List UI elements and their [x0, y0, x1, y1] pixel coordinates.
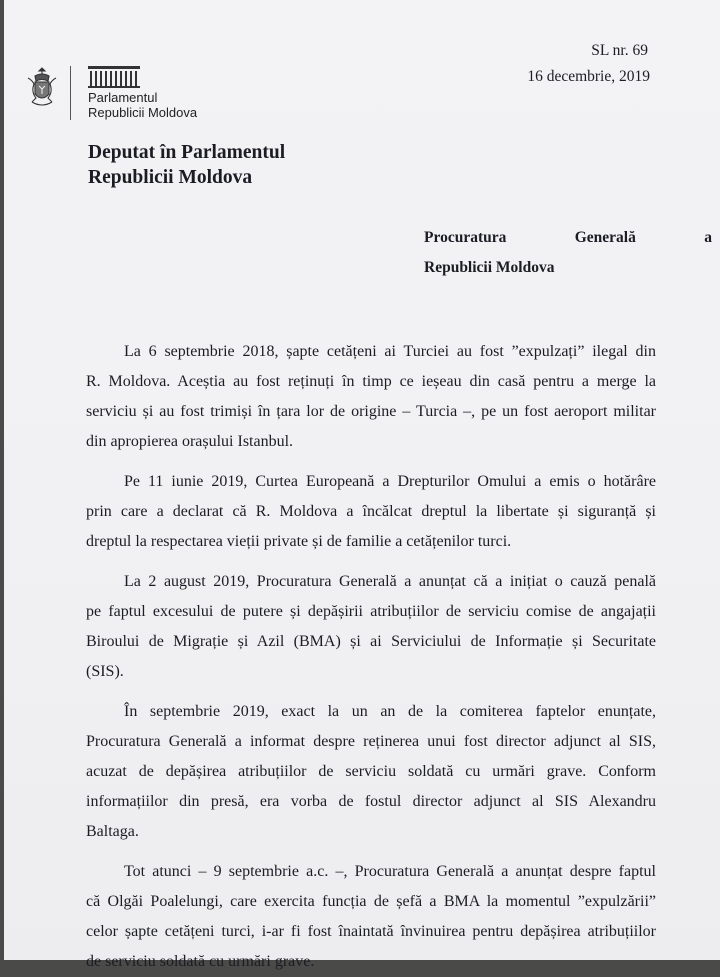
paragraph-line: La 6 septembrie 2018, șapte cetățeni ai Turciei au fost ”expulzați” ilegal din [124, 343, 656, 360]
recipient-line2: Republicii Moldova [424, 259, 555, 276]
parliament-building-icon [88, 66, 140, 88]
paragraph-gap [86, 847, 656, 857]
sender-block [88, 140, 285, 190]
paragraph-line: În septembrie 2019, exact la un an de la comiterea faptelor enunțate, [124, 703, 656, 720]
paragraph-line: pe faptul excesului de putere și depășirii atribuțiilor de serviciu comise de angajații [86, 603, 656, 620]
paragraph-line: La 2 august 2019, Procuratura Generală a anunțat că a inițiat o cauză penală [124, 573, 656, 590]
letter-page [4, 0, 720, 970]
paragraph-gap [86, 457, 656, 467]
letter-date: 16 decembrie, 2019 [527, 68, 650, 85]
reference-number: SL nr. 69 [591, 42, 648, 59]
recipient-word2: Generală [574, 229, 636, 246]
recipient-line1 [424, 223, 712, 253]
paragraph-line: din apropierea orașului Istanbul. [86, 433, 294, 450]
recipient-word1: Procuratura [424, 229, 507, 246]
paragraph-line: (SIS). [86, 663, 124, 680]
paragraph-line: Pe 11 iunie 2019, Curtea Europeană a Drepturilor Omului a emis o hotărâre [124, 473, 656, 490]
recipient-word3: a [704, 229, 712, 246]
paragraph-line: R. Moldova. Aceștia au fost reținuți în timp ce ieșeau din casă pentru a merge la [86, 373, 656, 390]
paragraph [86, 697, 656, 847]
logo-line2: Republicii Moldova [88, 105, 198, 120]
paragraph-line: Tot atunci – 9 septembrie a.c. –, Procuratura Generală a anunțat despre faptul [124, 863, 656, 880]
paragraph [86, 857, 656, 977]
paragraph-line: celor șapte cetățeni turci, i-ar fi fost înaintată învinuirea pentru depășirea atribuțiilor [86, 923, 656, 940]
paragraph-line: informațiilor din presă, era vorba de fostul director adjunct al SIS Alexandru [86, 793, 656, 810]
paragraph-line: serviciu și au fost trimiși în țara lor de origine – Turcia –, pe un fost aeroport militar [86, 403, 656, 420]
paragraph [86, 467, 656, 557]
recipient-block [424, 223, 712, 283]
paragraph-line: Biroului de Migrație și Azil (BMA) și ai Serviciului de Informație și Securitate [86, 633, 656, 650]
logo-divider [70, 66, 71, 120]
paragraph-line: Baltaga. [86, 823, 139, 840]
paragraph [86, 337, 656, 457]
paragraph-line: prin care a declarat că R. Moldova a încălcat dreptul la libertate și siguranță și [86, 503, 656, 520]
paragraph-line: acuzat de depășirea atribuțiilor de serviciu soldată cu urmări grave. Conform [86, 763, 656, 780]
sender-line1: Deputat în Parlamentul [88, 142, 286, 163]
paragraph-line: de serviciu soldată cu urmări grave. [86, 953, 315, 970]
logo-line1: Parlamentul [88, 90, 158, 105]
sender-line2: Republicii Moldova [88, 167, 253, 188]
letter-body [86, 337, 656, 977]
paragraph [86, 567, 656, 687]
moldova-coat-of-arms-icon [24, 64, 60, 110]
paragraph-gap [86, 687, 656, 697]
paragraph-line: că Olgăi Poalelungi, care exercita funcția de șefă a BMA la momentul ”expulzării” [86, 893, 656, 910]
paragraph-line: Procuratura Generală a informat despre reținerea unui fost director adjunct al SIS, [86, 733, 656, 750]
paragraph-line: dreptul la respectarea vieții private și de familie a cetățenilor turci. [86, 533, 512, 550]
parliament-logo [24, 64, 244, 124]
paragraph-gap [86, 557, 656, 567]
logo-text [88, 90, 197, 120]
